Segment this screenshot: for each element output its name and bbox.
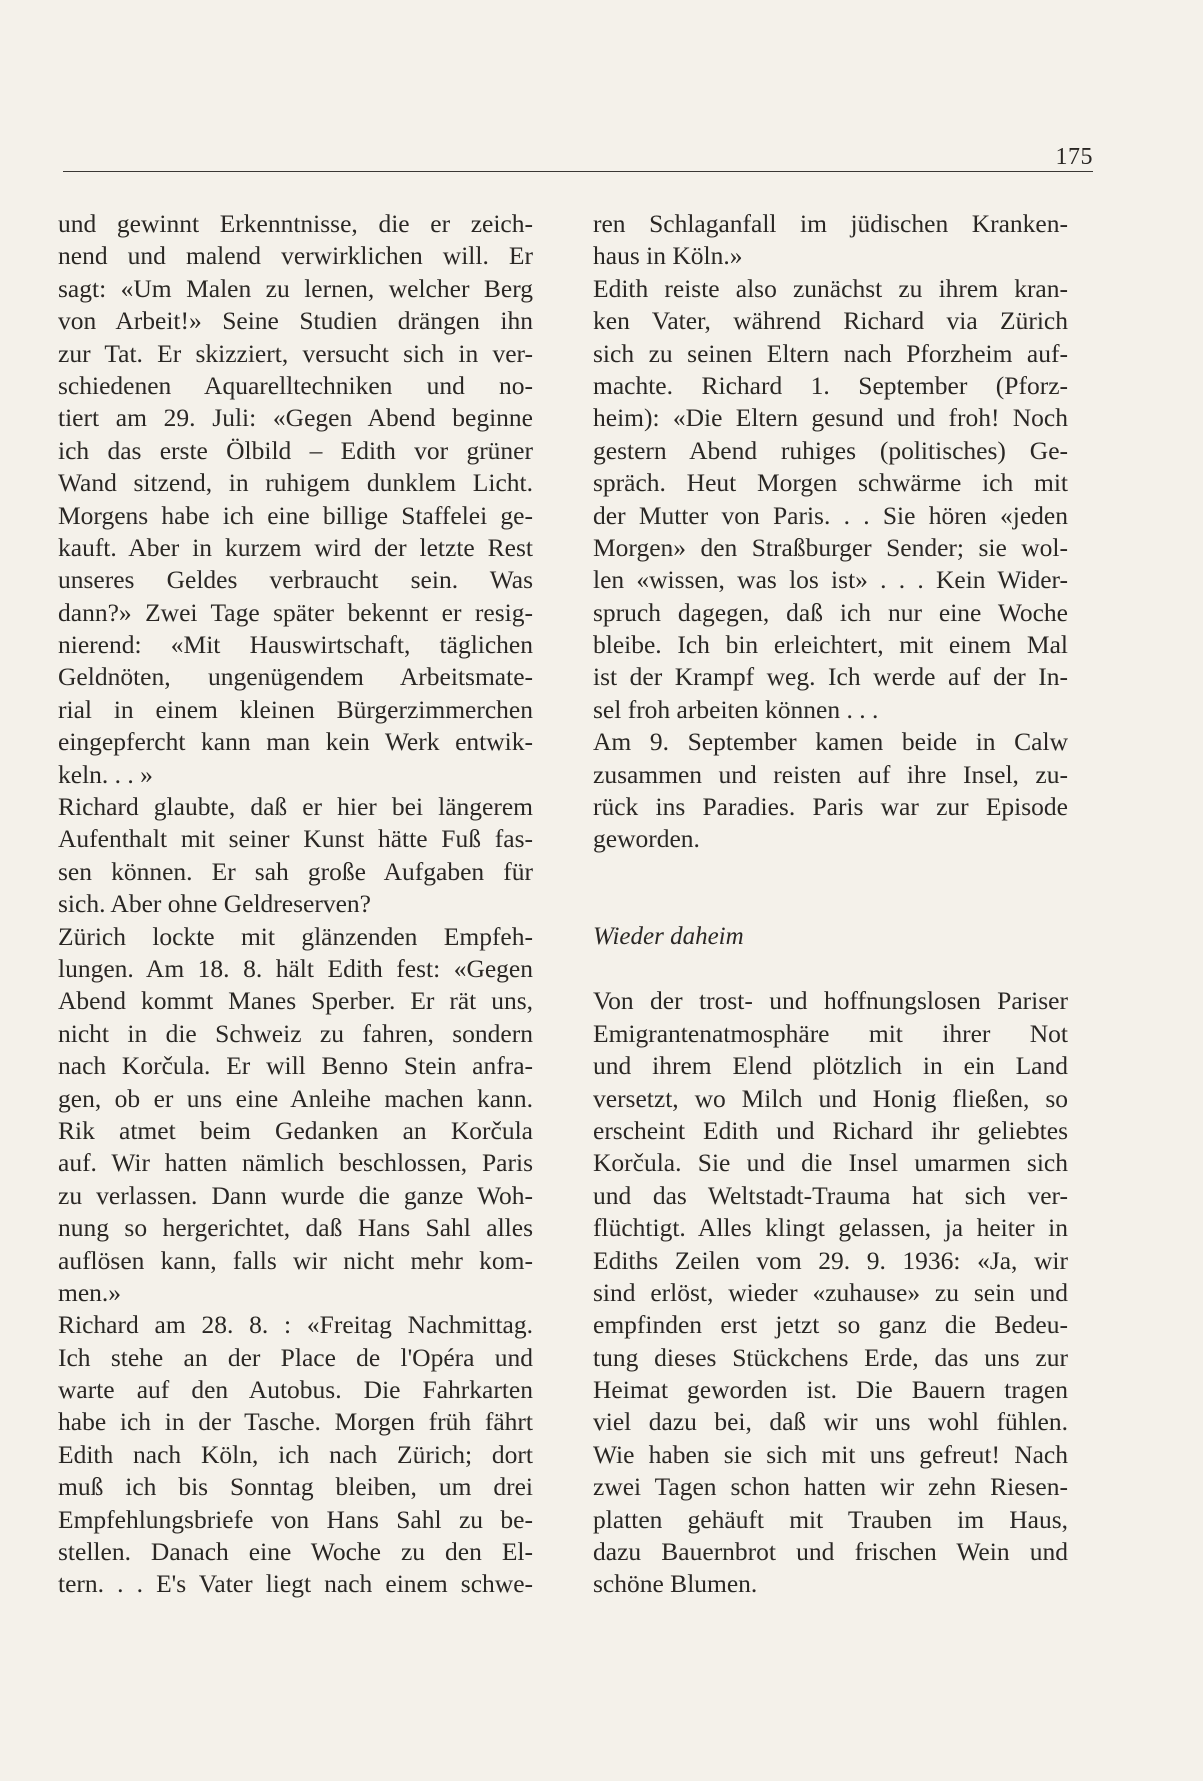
text-line: versetzt, wo Milch und Honig fließen, so (593, 1083, 1068, 1113)
text-line: ken Vater, während Richard via Zürich (593, 306, 1068, 336)
text-line: sich zu seinen Eltern nach Pforzheim auf- (593, 338, 1068, 368)
text-line: schiedenen Aquarelltechniken und no- (58, 370, 533, 400)
text-line: Edith reiste also zunächst zu ihrem kran- (593, 273, 1068, 303)
text-line: zur Tat. Er skizziert, versucht sich in ver- (58, 338, 533, 368)
text-line: der Mutter von Paris. . . Sie hören «jeden (593, 500, 1068, 530)
text-line: geworden. (593, 824, 700, 854)
text-line: unseres Geldes verbraucht sein. Was (58, 565, 533, 595)
text-line: und ihrem Elend plötzlich in ein Land (593, 1051, 1068, 1081)
text-line: keln. . . » (58, 759, 153, 789)
text-line: nend und malend verwirklichen will. Er (58, 241, 533, 271)
header-rule (63, 171, 1093, 172)
text-line: nung so hergerichtet, daß Hans Sahl alles (58, 1213, 533, 1243)
text-line: stellen. Danach eine Woche zu den El- (58, 1537, 533, 1567)
section-heading: Wieder daheim (593, 922, 744, 950)
text-line: platten gehäuft mit Trauben im Haus, (593, 1504, 1068, 1534)
text-line: Von der trost- und hoffnungslosen Pariser (593, 986, 1068, 1016)
text-line: haus in Köln.» (593, 241, 743, 271)
text-line: sich. Aber ohne Geldreserven? (58, 889, 371, 919)
text-line: sagt: «Um Malen zu lernen, welcher Berg (58, 273, 533, 303)
text-line: zwei Tagen schon hatten wir zehn Riesen- (593, 1472, 1068, 1502)
text-line: Abend kommt Manes Sperber. Er rät uns, (58, 986, 533, 1016)
text-line: heim): «Die Eltern gesund und froh! Noch (593, 403, 1068, 433)
text-line: sind erlöst, wieder «zuhause» zu sein und (593, 1277, 1068, 1307)
text-line: dazu Bauernbrot und frischen Wein und (593, 1537, 1068, 1567)
text-line: gen, ob er uns eine Anleihe machen kann. (58, 1083, 533, 1113)
text-line: Aufenthalt mit seiner Kunst hätte Fuß fas- (58, 824, 533, 854)
text-line: len «wissen, was los ist» . . . Kein Wider- (593, 565, 1068, 595)
text-line: Empfehlungsbriefe von Hans Sahl zu be- (58, 1504, 533, 1534)
text-line: tern. . . E's Vater liegt nach einem schwe- (58, 1569, 533, 1599)
text-line: flüchtigt. Alles klingt gelassen, ja heiter in (593, 1213, 1068, 1243)
text-line: Am 9. September kamen beide in Calw (593, 727, 1068, 757)
text-line: zusammen und reisten auf ihre Insel, zu- (593, 759, 1068, 789)
text-line: Ediths Zeilen vom 29. 9. 1936: «Ja, wir (593, 1245, 1068, 1275)
text-line: auf. Wir hatten nämlich beschlossen, Paris (58, 1148, 533, 1178)
text-line: gestern Abend ruhiges (politisches) Ge- (593, 435, 1068, 465)
text-line: Morgens habe ich eine billige Staffelei ge- (58, 500, 533, 530)
text-line: Wie haben sie sich mit uns gefreut! Nach (593, 1439, 1068, 1469)
text-line: Heimat geworden ist. Die Bauern tragen (593, 1375, 1068, 1405)
text-line: von Arbeit!» Seine Studien drängen ihn (58, 306, 533, 336)
text-line: empfinden erst jetzt so ganz die Bedeu- (593, 1310, 1068, 1340)
line-spacer (593, 888, 1068, 920)
text-line: Korčula. Sie und die Insel umarmen sich (593, 1148, 1068, 1178)
text-line: sel froh arbeiten können . . . (593, 694, 879, 724)
text-line: viel dazu bei, daß wir uns wohl fühlen. (593, 1407, 1068, 1437)
text-line: tiert am 29. Juli: «Gegen Abend beginne (58, 403, 533, 433)
text-line: machte. Richard 1. September (Pforz- (593, 370, 1068, 400)
text-line: Emigrantenatmosphäre mit ihrer Not (593, 1018, 1068, 1048)
text-line: erscheint Edith und Richard ihr geliebtes (593, 1115, 1068, 1145)
text-line: kauft. Aber in kurzem wird der letzte Rest (58, 532, 533, 562)
text-line: rial in einem kleinen Bürgerzimmerchen (58, 694, 533, 724)
text-line: muß ich bis Sonntag bleiben, um drei (58, 1472, 533, 1502)
text-line: spräch. Heut Morgen schwärme ich mit (593, 468, 1068, 498)
text-line: men.» (58, 1277, 122, 1307)
text-line: warte auf den Autobus. Die Fahrkarten (58, 1375, 533, 1405)
text-line: zu verlassen. Dann wurde die ganze Woh- (58, 1180, 533, 1210)
text-line: schöne Blumen. (593, 1569, 758, 1599)
text-line: nach Korčula. Er will Benno Stein anfra- (58, 1051, 533, 1081)
left-column (58, 208, 533, 1601)
text-line: Ich stehe an der Place de l'Opéra und (58, 1342, 533, 1372)
text-line: ren Schlaganfall im jüdischen Kranken- (593, 209, 1068, 238)
text-line: lungen. Am 18. 8. hält Edith fest: «Gegen (58, 953, 533, 983)
text-line: Wand sitzend, in ruhigem dunklem Licht. (58, 468, 533, 498)
text-line: spruch dagegen, daß ich nur eine Woche (593, 597, 1068, 627)
text-line: eingepfercht kann man kein Werk entwik- (58, 727, 533, 757)
text-line: auflösen kann, falls wir nicht mehr kom- (58, 1245, 533, 1275)
text-line: ist der Krampf weg. Ich werde auf der In- (593, 662, 1068, 692)
text-line: tung dieses Stückchens Erde, das uns zur (593, 1342, 1068, 1372)
page-number: 175 (1055, 144, 1093, 170)
text-line: dann?» Zwei Tage später bekennt er resig- (58, 597, 533, 627)
text-line: Richard glaubte, daß er hier bei längerem (58, 792, 533, 822)
text-line: Rik atmet beim Gedanken an Korčula (58, 1115, 533, 1145)
text-line: und gewinnt Erkenntnisse, die er zeich- (58, 209, 533, 238)
text-line: und das Weltstadt-Trauma hat sich ver- (593, 1180, 1068, 1210)
text-line: nierend: «Mit Hauswirtschaft, täglichen (58, 630, 533, 660)
text-line: Morgen» den Straßburger Sender; sie wol- (593, 532, 1068, 562)
right-column (593, 208, 1068, 1601)
text-line: Zürich lockte mit glänzenden Empfeh- (58, 921, 533, 951)
text-line: ich das erste Ölbild – Edith vor grüner (58, 435, 533, 465)
text-line: habe ich in der Tasche. Morgen früh fährt (58, 1407, 533, 1437)
text-line: bleibe. Ich bin erleichtert, mit einem Mal (593, 630, 1068, 660)
text-line: rück ins Paradies. Paris war zur Episode (593, 792, 1068, 822)
line-spacer (593, 953, 1068, 985)
text-line: sen können. Er sah große Aufgaben für (58, 856, 533, 886)
text-line: Richard am 28. 8. : «Freitag Nachmittag. (58, 1310, 533, 1340)
text-line: nicht in die Schweiz zu fahren, sondern (58, 1018, 533, 1048)
text-line: Geldnöten, ungenügendem Arbeitsmate- (58, 662, 533, 692)
text-line: Edith nach Köln, ich nach Zürich; dort (58, 1439, 533, 1469)
line-spacer (593, 856, 1068, 888)
